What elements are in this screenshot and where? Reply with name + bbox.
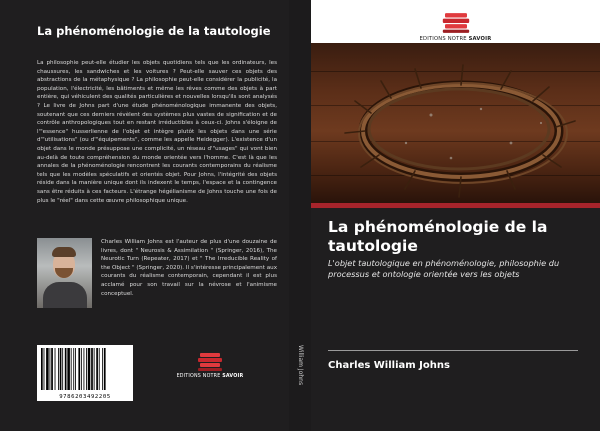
barcode-bars [41, 348, 129, 390]
front-cover [311, 0, 600, 431]
barcode-bar [73, 348, 74, 390]
barcode-bar [88, 348, 91, 390]
author-photo-body [43, 282, 87, 308]
barcode-bar [55, 348, 56, 390]
front-publisher-brand: SAVOIR [468, 36, 492, 42]
barcode-bar [58, 348, 59, 390]
author-photo [37, 238, 92, 308]
front-cover-author: Charles William Johns [328, 360, 450, 371]
barcode-bar [50, 348, 51, 390]
back-cover-blurb: La philosophie peut-elle étudier les objets quotidiens tels que les ordinateurs, les chaussures, les sandwiches et les voitures ? Peut-elle sauver ces objets des abstractions de la métaphysique ? La philosophie peut-elle considérer la publicité, la population, l'électricité, les bâtiments et même les rêves comme des objets à part entière, qui véhiculent des qualités particulières et nouvelles lorsqu'ils sont analysés ? Le livre de Johns part d'une étude phénoménologique immanente des objets, soutenant que ces derniers révèlent des systèmes plus vastes de signification et de contrôle anthropologiques tout en restant irréductibles à ceux-ci. Johns s'éloigne de l'"essence" husserlienne de l'objet et intègre plutôt les objets dans une série d'"utilisations" (ou d'"équipements", comme les appelle Heidegger). L'existence d'un objet dans le monde présuppose une complicité, un réseau d'"usages" qui vont bien au-delà de toute compréhension du monde orientée vers l'homme. C'est là que les annales de la phénoménologie rencontrent les courants contemporains du réalisme tels que les modèles spéculatifs et orientés objet. Pour Johns, l'intégrité des objets réside dans la manière unique dont ils indexent le temps, l'espace et la contingence sans être réduits à ces facteurs. L'étrange hégélianisme de Johns touche une fois de plus le "réel" dans cette œuvre philosophique unique. [37, 60, 277, 204]
front-cover-title: La phénoménologie de la tautologie [328, 218, 548, 255]
barcode-bar [67, 348, 70, 390]
barcode-bar [41, 348, 43, 390]
isbn-barcode [37, 345, 133, 401]
thorn-crown-icon [311, 43, 600, 203]
barcode-bar [78, 348, 80, 390]
barcode-bar [62, 348, 63, 390]
author-bio: Charles William Johns est l'auteur de plus d'une douzaine de livres, dont " Neurosis & Assimilation " (Springer, 2016), The Neurotic Turn (Repeater, 2017) et " The Irreducible Reality of the Object " (Springer, 2020). Il s'intéresse principalement aux courants du réalisme contemporain, cependant il est plus acclamé pour son travail sur la névrose et l'animisme conceptuel. [101, 239, 277, 297]
barcode-bar [44, 348, 45, 390]
front-divider [328, 350, 578, 351]
barcode-bar [75, 348, 76, 390]
isbn-number: 9786203492205 [59, 394, 111, 400]
front-publisher-prefix: EDITIONS NOTRE [419, 36, 467, 42]
barcode-bar [104, 348, 106, 390]
stacked-books-logo-icon [441, 12, 471, 34]
front-publisher-name [311, 36, 600, 42]
spine-author: William Johns [297, 345, 304, 386]
barcode-bar [86, 348, 87, 390]
back-cover-title: La phénoménologie de la tautologie [37, 24, 271, 38]
barcode-bar [60, 348, 62, 390]
barcode-bar [94, 348, 95, 390]
front-publisher-logo [311, 12, 600, 42]
barcode-bar [84, 348, 85, 390]
barcode-bar [96, 348, 98, 390]
barcode-bar [102, 348, 103, 390]
stacked-books-logo-icon [197, 352, 223, 372]
barcode-bar [81, 348, 82, 390]
barcode-bar [65, 348, 67, 390]
front-cover-subtitle: L'objet tautologique en phénoménologie, philosophie du processus et ontologie orientée vers les objets [328, 258, 560, 279]
barcode-bar [46, 348, 49, 390]
barcode-bar [99, 348, 100, 390]
back-publisher-logo [170, 352, 250, 379]
barcode-bar [51, 348, 53, 390]
barcode-bar [71, 348, 72, 390]
accent-bar [311, 203, 600, 208]
back-publisher-name [170, 374, 250, 379]
back-publisher-brand: SAVOIR [222, 374, 244, 379]
author-photo-hair [52, 247, 76, 257]
back-cover [0, 0, 289, 431]
barcode-bar [91, 348, 93, 390]
back-publisher-prefix: EDITIONS NOTRE [176, 374, 221, 379]
crown-of-thorns-image [311, 43, 600, 203]
